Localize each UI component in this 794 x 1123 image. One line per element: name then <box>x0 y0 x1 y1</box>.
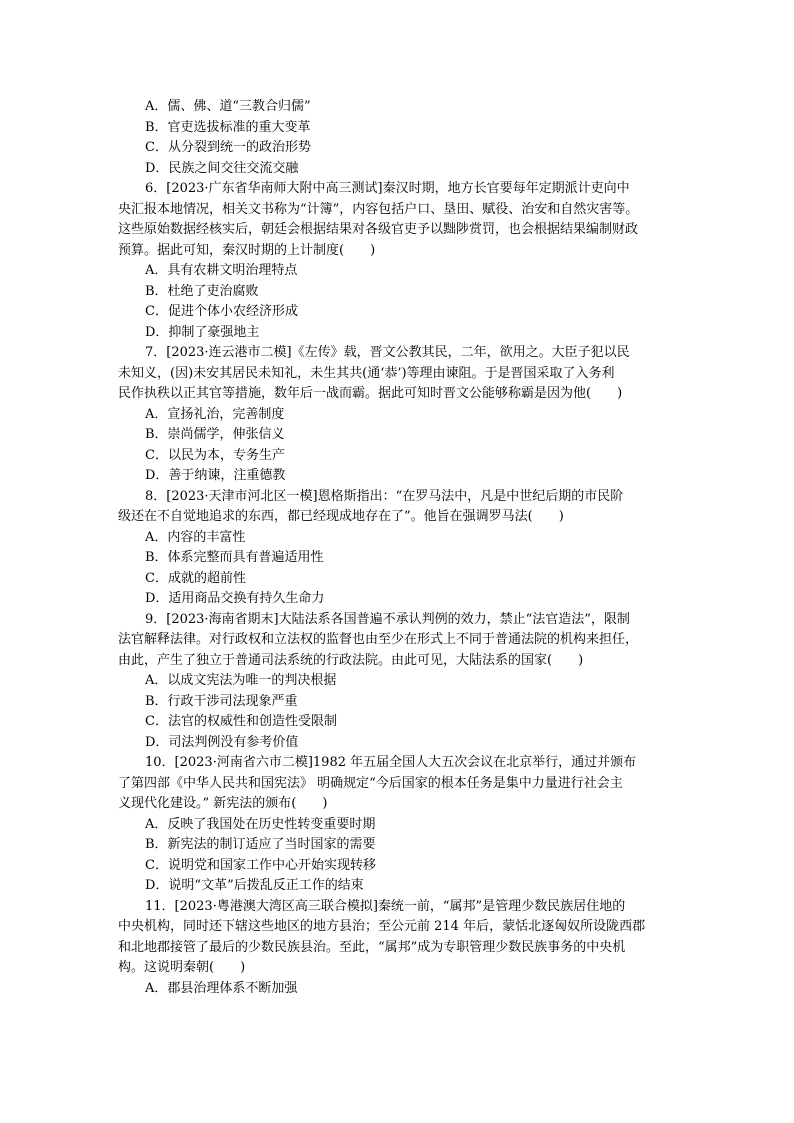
answer-option: C．从分裂到统一的政治形势 <box>145 140 311 155</box>
answer-option: D．抑制了豪强地主 <box>145 324 260 340</box>
question-stem-line: 11．[2023·粤港澳大湾区高三联合模拟]秦统一前，“属邦”是管理少数民族居住地的 <box>145 898 626 914</box>
answer-option: A．宣扬礼治，完善制度 <box>145 406 285 422</box>
question-text-block <box>118 97 678 999</box>
answer-option: B．崇尚儒学，伸张信义 <box>145 427 285 442</box>
question-text-line: 这些原始数据经核实后，朝廷会根据结果对各级官吏予以黜陟赏罚，也会根据结果编制财政 <box>118 222 639 237</box>
answer-option: B．新宪法的制订适应了当时国家的需要 <box>145 837 376 852</box>
answer-option: C．成就的超前性 <box>145 570 246 586</box>
answer-option: C．促进个体小农经济形成 <box>145 304 298 319</box>
question-text-line: 民作执秩以正其官等措施，数年后一战而霸。据此可知时晋文公能够称霸是因为他( ) <box>118 386 623 401</box>
answer-option: C．法官的权威性和创造性受限制 <box>145 714 337 729</box>
question-stem-line: 10．[2023·河南省六市二模]1982 年五届全国人大五次会议在北京举行，通过并颁布 <box>145 755 637 770</box>
answer-option: B．官吏选拔标准的重大变革 <box>145 119 311 135</box>
question-text-line: 和北地郡接管了最后的少数民族县治。至此，“属邦”成为专职管理少数民族事务的中央机 <box>118 939 626 955</box>
answer-option: B．体系完整而具有普遍适用性 <box>145 550 324 565</box>
answer-option: C．说明党和国家工作中心开始实现转移 <box>145 857 376 873</box>
answer-option: A．儒、佛、道“三教合归儒” <box>145 99 311 114</box>
question-stem-line: 6．[2023·广东省华南师大附中高三测试]秦汉时期，地方长官要每年定期派计吏向中 <box>145 181 630 196</box>
answer-option: D．说明“文革”后拨乱反正工作的结束 <box>145 878 364 893</box>
answer-option: A．以成文宪法为唯一的判决根据 <box>145 673 337 688</box>
answer-option: B．杜绝了吏治腐败 <box>145 283 259 299</box>
question-text-line: 义现代化建设。” 新宪法的颁布( ) <box>118 796 328 811</box>
answer-option: D．适用商品交换有持久生命力 <box>145 591 325 606</box>
question-text-line: 构。这说明秦朝( ) <box>118 960 246 975</box>
question-text-line: 未知义，(因)未安其居民未知礼，未生其共(通‘恭’)等理由谏阻。于是晋国采取了入务利 <box>118 365 615 381</box>
question-stem-line: 8．[2023·天津市河北区一模]恩格斯指出：“在罗马法中，凡是中世纪后期的市民阶 <box>145 488 624 504</box>
question-text-line: 中央机构，同时还下辖这些地区的地方县治；至公元前 214 年后，蒙恬北逐匈奴所设陇西郡 <box>118 919 646 934</box>
question-text-line: 法官解释法律。对行政权和立法权的监督也由至少在形式上不同于普通法院的机构来担任， <box>118 632 639 647</box>
question-text-line: 央汇报本地情况，相关文书称为“计簿”，内容包括户口、垦田、赋役、治安和自然灾害等。 <box>118 201 639 217</box>
answer-option: C．以民为本，专务生产 <box>145 447 285 463</box>
answer-option: A．反映了我国处在历史性转变重要时期 <box>145 816 376 832</box>
answer-option: A．内容的丰富性 <box>145 529 246 545</box>
question-stem-line: 9．[2023·海南省期末]大陆法系各国普遍不承认判例的效力，禁止“法官造法”，限制 <box>145 611 630 627</box>
question-text-line: 级还在不自觉地追求的东西，都已经现成地存在了”。他旨在强调罗马法( ) <box>118 509 564 524</box>
answer-option: D．民族之间交往交流交融 <box>145 160 299 176</box>
answer-option: A．郡县治理体系不断加强 <box>145 980 298 996</box>
answer-option: A．具有农耕文明治理特点 <box>145 263 298 278</box>
answer-option: D．司法判例没有参考价值 <box>145 734 299 750</box>
question-text-line: 由此，产生了独立于普通司法系统的行政法院。由此可见，大陆法系的国家( ) <box>118 652 584 668</box>
question-text-line: 了第四部《中华人民共和国宪法》 明确规定“今后国家的根本任务是集中力量进行社会主 <box>118 775 623 791</box>
question-text-line: 预算。据此可知，秦汉时期的上计制度( ) <box>118 242 376 258</box>
answer-option: B．行政干涉司法现象严重 <box>145 693 298 709</box>
question-stem-line: 7．[2023·连云港市二模]《左传》载，晋文公教其民，二年，欲用之。大臣子犯以民 <box>145 345 630 360</box>
answer-option: D．善于纳谏，注重德教 <box>145 468 286 483</box>
